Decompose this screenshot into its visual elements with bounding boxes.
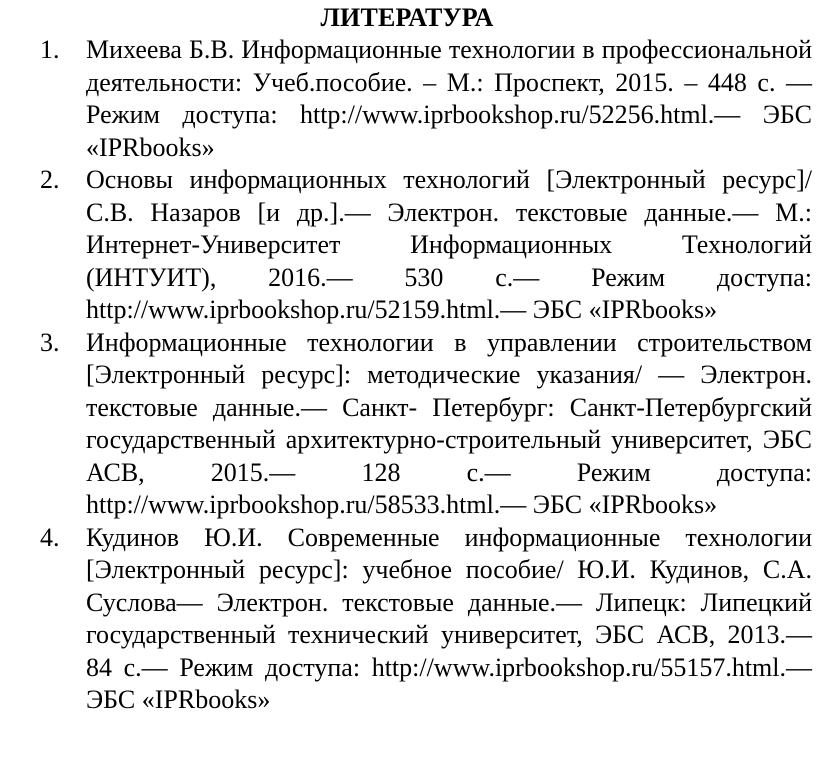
reference-number: 3.: [40, 327, 60, 357]
reference-item-2: [0, 164, 814, 327]
page-title: ЛИТЕРАТУРА: [320, 3, 494, 32]
reference-text: Кудинов Ю.И. Современные информационные технологии [Электронный ресурс]: учебное пособие/ Ю.И. Кудинов, С.А. Суслова— Электрон. текстовые данные.— Липецк: Липецкий государственный технический университет, ЭБС АСВ, 2013.— 84 с.— Режим доступа: http://www.iprbookshop.ru/55157.html.— ЭБС «IPRbooks»: [86, 522, 812, 714]
reference-text: Михеева Б.В. Информационные технологии в профессиональной деятельности: Учеб.пособие. – М.: Проспект, 2015. – 448 с. — Режим доступа: http://www.iprbookshop.ru/52256.html.— ЭБС «IPRbooks»: [86, 35, 812, 162]
reference-item-1: [0, 34, 814, 164]
reference-text: Информационные технологии в управлении строительством [Электронный ресурс]: методические указания/ — Электрон. текстовые данные.— Санкт- Петербург: Санкт-Петербургский государственный архитектурно-строительный университет, ЭБС АСВ, 2015.— 128 с.— Режим доступа: http://www.iprbookshop.ru/58533.html.— ЭБС «IPRbooks»: [86, 327, 812, 519]
reference-item-4: [0, 522, 814, 717]
reference-number: 1.: [40, 35, 60, 64]
reference-number: 4.: [40, 522, 60, 552]
reference-list: [0, 34, 814, 717]
reference-number: 2.: [40, 165, 60, 194]
reference-text: Основы информационных технологий [Электронный ресурс]/ С.В. Назаров [и др.].— Электрон. текстовые данные.— М.: Интернет-Университет Информационных Технологий (ИНТУИТ), 2016.— 530 с.— Режим доступа: http://www.iprbookshop.ru/52159.html.— ЭБС «IPRbooks»: [86, 165, 812, 324]
reference-item-3: [0, 327, 814, 522]
